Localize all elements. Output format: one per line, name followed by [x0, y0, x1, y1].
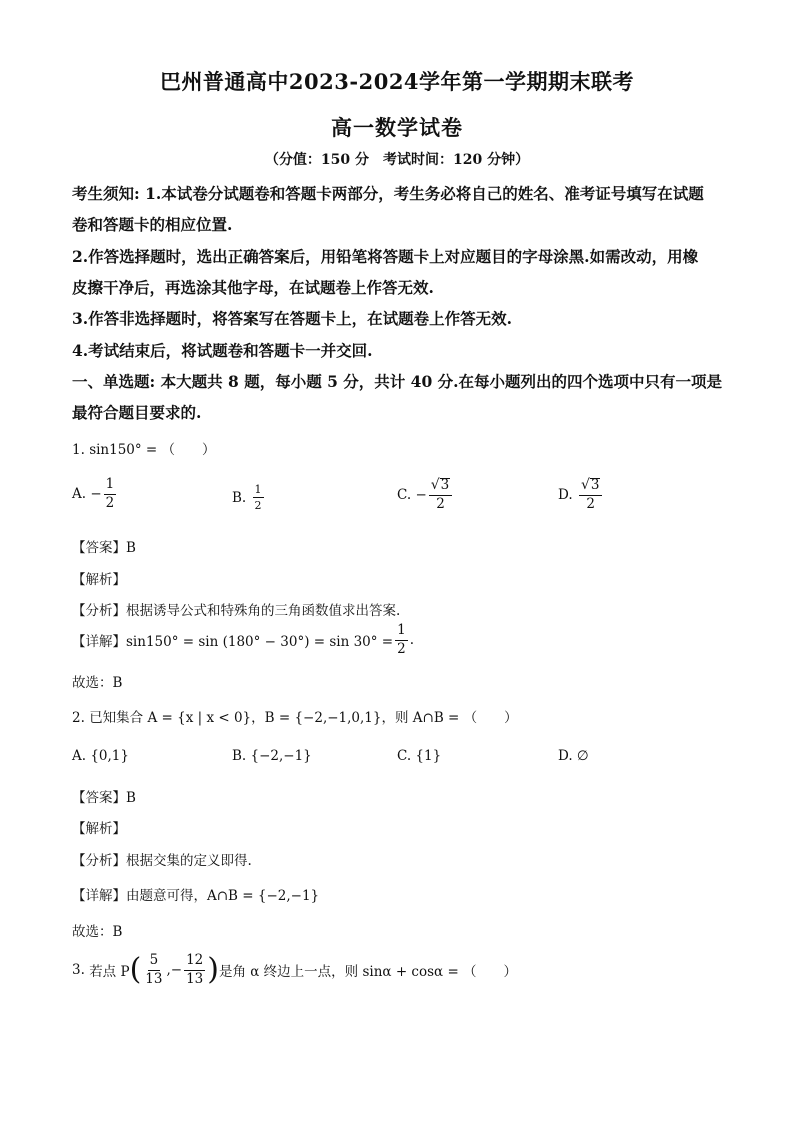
q1-c-num: √ 3: [429, 478, 453, 496]
exam-meta: （分值：150 分 考试时间：120 分钟）: [264, 152, 530, 168]
q1-option-a: [72, 478, 118, 510]
q1-b-num: 1: [254, 483, 262, 496]
q2-option-c: C. {1}: [397, 748, 442, 764]
left-paren-icon: (: [129, 952, 142, 987]
exam-subtitle: 高一数学试卷: [331, 115, 463, 140]
q1-b-fraction: [253, 484, 264, 511]
q2-answer: 【答案】B: [72, 790, 136, 806]
q1-option-c: [397, 478, 454, 511]
q1-option-b: [232, 484, 266, 511]
q3-fraction-1: $\frac{5}{13}$: [145, 952, 163, 987]
q1-c-label: C.: [397, 486, 412, 503]
q1-a-den: 2: [105, 494, 115, 511]
q1-b-den: 2: [254, 499, 262, 512]
q2-stem: [72, 706, 518, 726]
q1-d-label: D.: [558, 486, 573, 503]
notice-line-5: 3.作答非选择题时，将答案写在答题卡上，在试题卷上作答无效.: [72, 309, 513, 328]
q1-stem: [72, 438, 216, 458]
q1-b-label: B.: [232, 489, 247, 506]
q1-fenxi: 【分析】根据诱导公式和特殊角的三角函数值求出答案.: [72, 603, 401, 619]
q1-a-num: 1: [104, 478, 117, 495]
right-paren-icon: ): [207, 952, 219, 987]
q1-detail-text: 【详解】sin150° = sin (180° − 30°) = sin 30° =: [72, 634, 394, 650]
section-heading-1: 一、单选题: 本大题共 8 题，每小题 5 分，共计 40 分.在每小题列出的四个选项中只有一项是: [72, 372, 723, 391]
sqrt-icon: √: [430, 477, 440, 493]
q1-c-minus: −: [415, 486, 427, 503]
q2-analysis: 【解析】: [72, 821, 126, 837]
q1-detail: 【详解】sin150° = sin (180° − 30°) = sin 30° = $\frac{1}{2}$ .: [72, 622, 415, 657]
notice-line-3: 2.作答选择题时，选出正确答案后，用铅笔将答题卡上对应题目的字母涂黑.如需改动，用橡: [72, 247, 699, 266]
q2-option-b: B. {−2,−1}: [232, 748, 312, 764]
notice-line-6: 4.考试结束后，将试题卷和答题卡一并交回.: [72, 341, 373, 360]
q1-analysis: 【解析】: [72, 572, 126, 588]
sqrt-icon: √: [580, 477, 590, 493]
q1-c-den: 2: [436, 495, 445, 512]
q1-option-d: [558, 478, 604, 511]
q3-pre: 若点 P: [89, 964, 130, 980]
q1-d-den: 2: [586, 495, 595, 512]
q3-separator: ,−: [166, 962, 183, 978]
q2-text: 已知集合 A = {x | x < 0}，B = {−2,−1,0,1}，则 A∩B = （ ）: [89, 710, 518, 726]
q2-number: 2.: [72, 710, 85, 726]
q1-d-num: √ 3: [579, 478, 603, 496]
q2-choose: 故选：B: [72, 924, 123, 940]
exam-title: 巴州普通高中2023-2024学年第一学期期末联考: [159, 69, 635, 94]
q1-d-fraction: [579, 478, 603, 511]
q2-detail: 【详解】由题意可得，A∩B = {−2,−1}: [72, 888, 320, 904]
q1-text: sin150° = （ ）: [89, 442, 216, 458]
q3-fraction-2: $\frac{12}{13}$: [186, 952, 204, 987]
q1-choose: 故选：B: [72, 675, 123, 691]
notice-line-1: 考生须知: 1.本试卷分试题卷和答题卡两部分，考生务必将自己的姓名、准考证号填写在试题: [72, 184, 704, 203]
q3-stem: [72, 954, 517, 986]
notice-line-4: 皮擦干净后，再选涂其他字母，在试题卷上作答无效.: [72, 278, 434, 297]
q1-a-fraction: [104, 478, 117, 510]
q3-number: 3.: [72, 962, 85, 978]
notice-line-2: 卷和答题卡的相应位置.: [72, 215, 233, 234]
q1-detail-fraction: $\frac{1}{2}$: [397, 622, 406, 657]
q3-post: 是角 α 终边上一点，则 sinα + cosα = （ ）: [218, 964, 518, 980]
section-heading-2: 最符合题目要求的.: [72, 403, 202, 422]
q1-a-label: A.: [72, 486, 87, 502]
q1-number: 1.: [72, 442, 85, 458]
q1-c-fraction: [429, 478, 453, 511]
q1-a-minus: −: [90, 486, 102, 502]
q1-answer: 【答案】B: [72, 540, 136, 556]
q2-option-a: A. {0,1}: [72, 748, 129, 764]
q2-fenxi: 【分析】根据交集的定义即得.: [72, 853, 252, 869]
q2-option-d: D. ∅: [558, 748, 589, 764]
